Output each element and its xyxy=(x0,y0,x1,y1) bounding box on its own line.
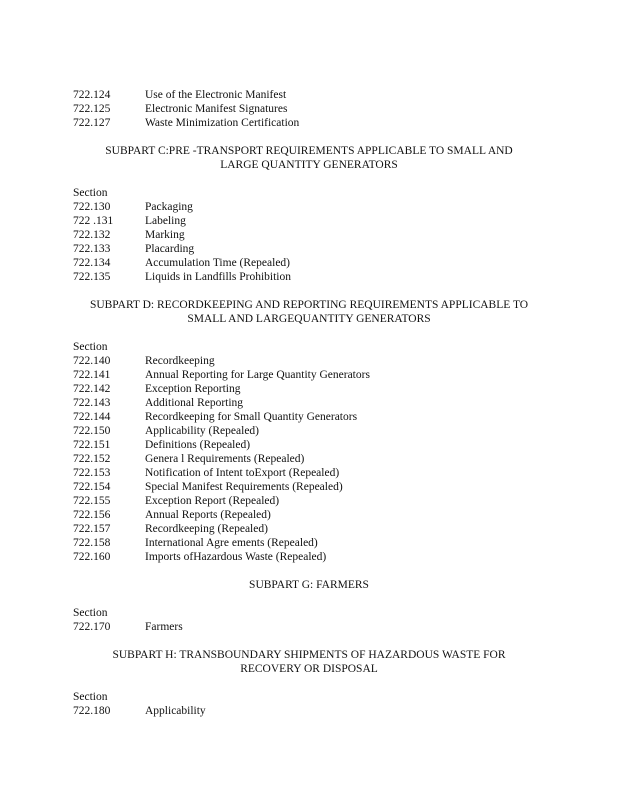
section-title: Marking xyxy=(145,229,185,241)
section-title: Waste Minimization Certification xyxy=(145,117,300,129)
subpart-heading-g xyxy=(73,578,545,592)
section-title: Special Manifest Requirements (Repealed) xyxy=(145,481,343,493)
subpart-heading-line: SUBPART D: RECORDKEEPING AND REPORTING REQUIREMENTS APPLICABLE TO xyxy=(89,299,529,311)
section-number: 722.157 xyxy=(73,523,111,535)
subpart-heading-line: LARGE QUANTITY GENERATORS xyxy=(220,159,398,171)
section-row xyxy=(73,438,545,452)
section-number: 722.151 xyxy=(73,439,111,451)
section-row xyxy=(73,116,545,130)
section-title: Use of the Electronic Manifest xyxy=(145,89,287,101)
section-title: Notification of Intent toExport (Repealed) xyxy=(145,467,340,479)
section-row xyxy=(73,396,545,410)
section-row xyxy=(73,382,545,396)
section-number: 722.130 xyxy=(73,201,111,213)
section-row xyxy=(73,536,545,550)
section-number: 722.133 xyxy=(73,243,111,255)
section-title: Exception Report (Repealed) xyxy=(145,495,280,507)
subpart-heading-line: SUBPART G: FARMERS xyxy=(249,579,369,591)
section-number: 722.135 xyxy=(73,271,111,283)
subpart-heading-h xyxy=(73,648,545,676)
section-row xyxy=(73,228,545,242)
section-number: 722.134 xyxy=(73,257,111,269)
section-row xyxy=(73,620,545,634)
section-title: Placarding xyxy=(145,243,195,255)
subpart-heading-d xyxy=(73,298,545,326)
section-row xyxy=(73,88,545,102)
section-number: 722.144 xyxy=(73,411,111,423)
section-title: Labeling xyxy=(145,215,186,227)
section-row xyxy=(73,550,545,564)
section-title: Packaging xyxy=(145,201,193,213)
section-number: 722.140 xyxy=(73,355,111,367)
section-title: Imports ofHazardous Waste (Repealed) xyxy=(145,551,327,563)
section-label: Section xyxy=(73,691,108,703)
section-row xyxy=(73,214,545,228)
subpart-heading-line: SUBPART H: TRANSBOUNDARY SHIPMENTS OF HAZARDOUS WASTE FOR xyxy=(112,649,506,661)
section-number: 722.158 xyxy=(73,537,111,549)
subpart-heading-line: SMALL AND LARGEQUANTITY GENERATORS xyxy=(187,313,431,325)
section-number: 722.142 xyxy=(73,383,111,395)
section-number: 722.127 xyxy=(73,117,111,129)
section-title: Electronic Manifest Signatures xyxy=(145,103,288,115)
section-number: 722.153 xyxy=(73,467,111,479)
section-number: 722.155 xyxy=(73,495,111,507)
section-row xyxy=(73,480,545,494)
section-number: 722.170 xyxy=(73,621,111,633)
section-row xyxy=(73,242,545,256)
section-number: 722.156 xyxy=(73,509,111,521)
section-title: Recordkeeping xyxy=(145,355,215,367)
section-row xyxy=(73,424,545,438)
section-title: Liquids in Landfills Prohibition xyxy=(145,271,291,283)
section-row xyxy=(73,256,545,270)
section-number: 722.125 xyxy=(73,103,111,115)
section-title: International Agre ements (Repealed) xyxy=(145,537,318,549)
section-title: Accumulation Time (Repealed) xyxy=(145,257,290,269)
section-title: Recordkeeping (Repealed) xyxy=(145,523,268,535)
section-label: Section xyxy=(73,187,108,199)
section-label: Section xyxy=(73,607,108,619)
subpart-heading-line: RECOVERY OR DISPOSAL xyxy=(240,663,378,675)
section-number: 722.180 xyxy=(73,705,111,717)
section-number: 722.154 xyxy=(73,481,111,493)
section-row xyxy=(73,466,545,480)
section-list-d xyxy=(73,340,545,564)
section-list-group0 xyxy=(73,88,545,130)
section-title: Recordkeeping for Small Quantity Generators xyxy=(145,411,358,423)
section-row xyxy=(73,704,545,718)
section-title: Genera l Requirements (Repealed) xyxy=(145,453,305,465)
section-title: Annual Reporting for Large Quantity Generators xyxy=(145,369,370,381)
subpart-heading-line: SUBPART C:PRE -TRANSPORT REQUIREMENTS APPLICABLE TO SMALL AND xyxy=(105,145,513,157)
section-title: Farmers xyxy=(145,621,183,633)
section-title: Exception Reporting xyxy=(145,383,241,395)
section-title: Applicability (Repealed) xyxy=(145,425,260,437)
section-title: Definitions (Repealed) xyxy=(145,439,251,451)
section-number: 722.150 xyxy=(73,425,111,437)
document-page xyxy=(73,88,545,718)
subpart-heading-c xyxy=(73,144,545,172)
section-row xyxy=(73,522,545,536)
section-number: 722.160 xyxy=(73,551,111,563)
section-list-h xyxy=(73,690,545,718)
section-row xyxy=(73,494,545,508)
section-number: 722.132 xyxy=(73,229,111,241)
section-row xyxy=(73,200,545,214)
section-row xyxy=(73,368,545,382)
section-number: 722.152 xyxy=(73,453,111,465)
section-list-c xyxy=(73,186,545,284)
section-title: Annual Reports (Repealed) xyxy=(145,509,271,521)
section-row xyxy=(73,354,545,368)
section-number: 722.124 xyxy=(73,89,111,101)
section-list-g xyxy=(73,606,545,634)
section-row xyxy=(73,270,545,284)
section-row xyxy=(73,508,545,522)
section-row xyxy=(73,102,545,116)
section-number: 722 .131 xyxy=(73,215,114,227)
section-title: Additional Reporting xyxy=(145,397,244,409)
section-row xyxy=(73,452,545,466)
section-title: Applicability xyxy=(145,705,206,717)
section-row xyxy=(73,410,545,424)
section-number: 722.143 xyxy=(73,397,111,409)
section-number: 722.141 xyxy=(73,369,111,381)
section-label: Section xyxy=(73,341,108,353)
